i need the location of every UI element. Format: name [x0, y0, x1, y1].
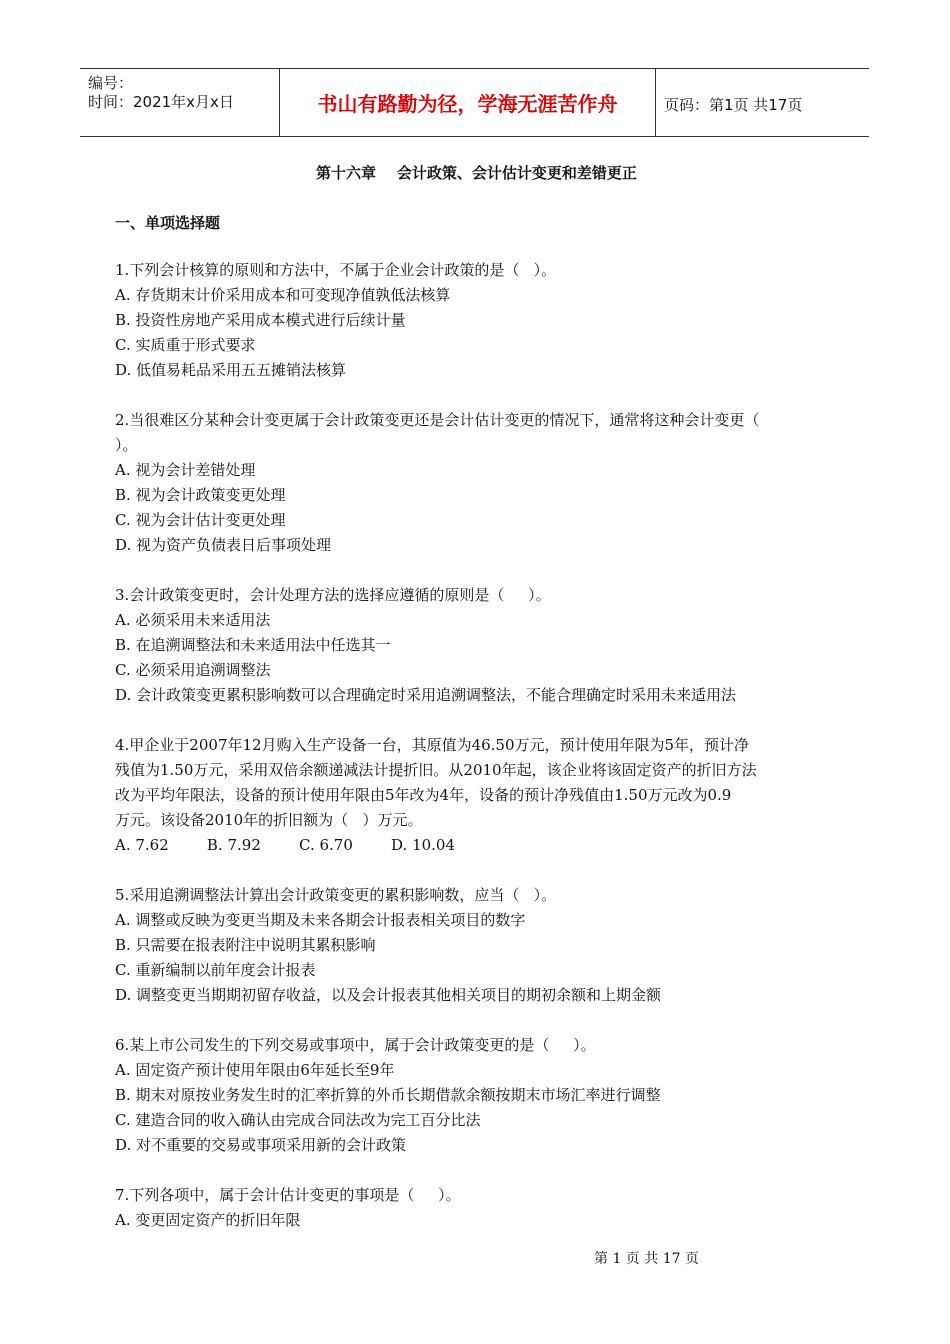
question-stem-line: 4.甲企业于2007年12月购入生产设备一台，其原值为46.50万元，预计使用年限为5年，预计净 [115, 736, 750, 754]
question-stem-line: 5.采用追溯调整法计算出会计政策变更的累积影响数，应当（ ）。 [115, 886, 557, 904]
page-footer: 第 1 页 共 17 页 [594, 1251, 699, 1267]
answer-option: D. 视为资产负债表日后事项处理 [115, 536, 332, 554]
question-item [115, 1183, 845, 1233]
question-stem-line: 残值为1.50万元，采用双倍余额递减法计提折旧。从2010年起，该企业将该固定资产的折旧方法 [115, 761, 757, 779]
answer-option: D. 低值易耗品采用五五摊销法核算 [115, 361, 347, 379]
answer-option: B. 视为会计政策变更处理 [115, 486, 286, 504]
answer-option: D. 会计政策变更累积影响数可以合理确定时采用追溯调整法，不能合理确定时采用未来适用法 [115, 686, 737, 704]
question-list [115, 258, 845, 1258]
answer-option: C. 必须采用追溯调整法 [115, 661, 271, 679]
answer-option: C. 重新编制以前年度会计报表 [115, 961, 316, 979]
answer-option: C. 建造合同的收入确认由完成合同法改为完工百分比法 [115, 1111, 481, 1129]
answer-option: A. 调整或反映为变更当期及未来各期会计报表相关项目的数字 [115, 911, 526, 929]
answer-option: A. 固定资产预计使用年限由6年延长至9年 [115, 1061, 395, 1079]
answer-option: D. 对不重要的交易或事项采用新的会计政策 [115, 1136, 407, 1154]
section-title: 一、单项选择题 [115, 214, 221, 232]
question-stem-line: ）。 [115, 436, 138, 454]
question-item [115, 583, 845, 708]
answer-option: A. 存货期末计价采用成本和可变现净值孰低法核算 [115, 286, 451, 304]
answer-option: D. 调整变更当期期初留存收益，以及会计报表其他相关项目的期初余额和上期金额 [115, 986, 662, 1004]
header-motto: 书山有路勤为径，学海无涯苦作舟 [280, 69, 656, 136]
answer-option: B. 在追溯调整法和未来适用法中任选其一 [115, 636, 391, 654]
answer-option: A. 变更固定资产的折旧年限 [115, 1211, 301, 1229]
header-page-info: 页码：第1页 共17页 [664, 96, 803, 114]
answer-option: C. 实质重于形式要求 [115, 336, 256, 354]
date-label: 时间：2021年x月x日 [88, 93, 234, 111]
answer-option: A. 视为会计差错处理 [115, 461, 256, 479]
question-stem-line: 改为平均年限法，设备的预计使用年限由5年改为4年，设备的预计净残值由1.50万元改为0.9 [115, 786, 732, 804]
header-left-cell [80, 69, 280, 136]
question-stem-line: 2.当很难区分某种会计变更属于会计政策变更还是会计估计变更的情况下，通常将这种会计变更（ [115, 411, 760, 429]
answer-option: A. 7.62 B. 7.92 C. 6.70 D. 10.04 [115, 836, 456, 854]
answer-option: B. 期末对原按业务发生时的汇率折算的外币长期借款余额按期末市场汇率进行调整 [115, 1086, 661, 1104]
question-item [115, 883, 845, 1008]
answer-option: B. 只需要在报表附注中说明其累积影响 [115, 936, 376, 954]
answer-option: A. 必须采用未来适用法 [115, 611, 271, 629]
question-stem-line: 3.会计政策变更时，会计处理方法的选择应遵循的原则是（ ）。 [115, 586, 551, 604]
chapter-title: 第十六章 会计政策、会计估计变更和差错更正 [316, 164, 637, 182]
question-item [115, 1033, 845, 1158]
question-stem-line: 万元。该设备2010年的折旧额为（ ）万元。 [115, 811, 423, 829]
number-label: 编号： [88, 74, 134, 92]
answer-option: B. 投资性房地产采用成本模式进行后续计量 [115, 311, 406, 329]
question-item [115, 258, 845, 383]
document-header [80, 68, 869, 137]
question-item [115, 733, 845, 858]
question-stem-line: 1.下列会计核算的原则和方法中，不属于企业会计政策的是（ ）。 [115, 261, 557, 279]
question-item [115, 408, 845, 558]
question-stem-line: 6.某上市公司发生的下列交易或事项中，属于会计政策变更的是（ ）。 [115, 1036, 596, 1054]
answer-option: C. 视为会计估计变更处理 [115, 511, 286, 529]
question-stem-line: 7.下列各项中，属于会计估计变更的事项是（ ）。 [115, 1186, 461, 1204]
